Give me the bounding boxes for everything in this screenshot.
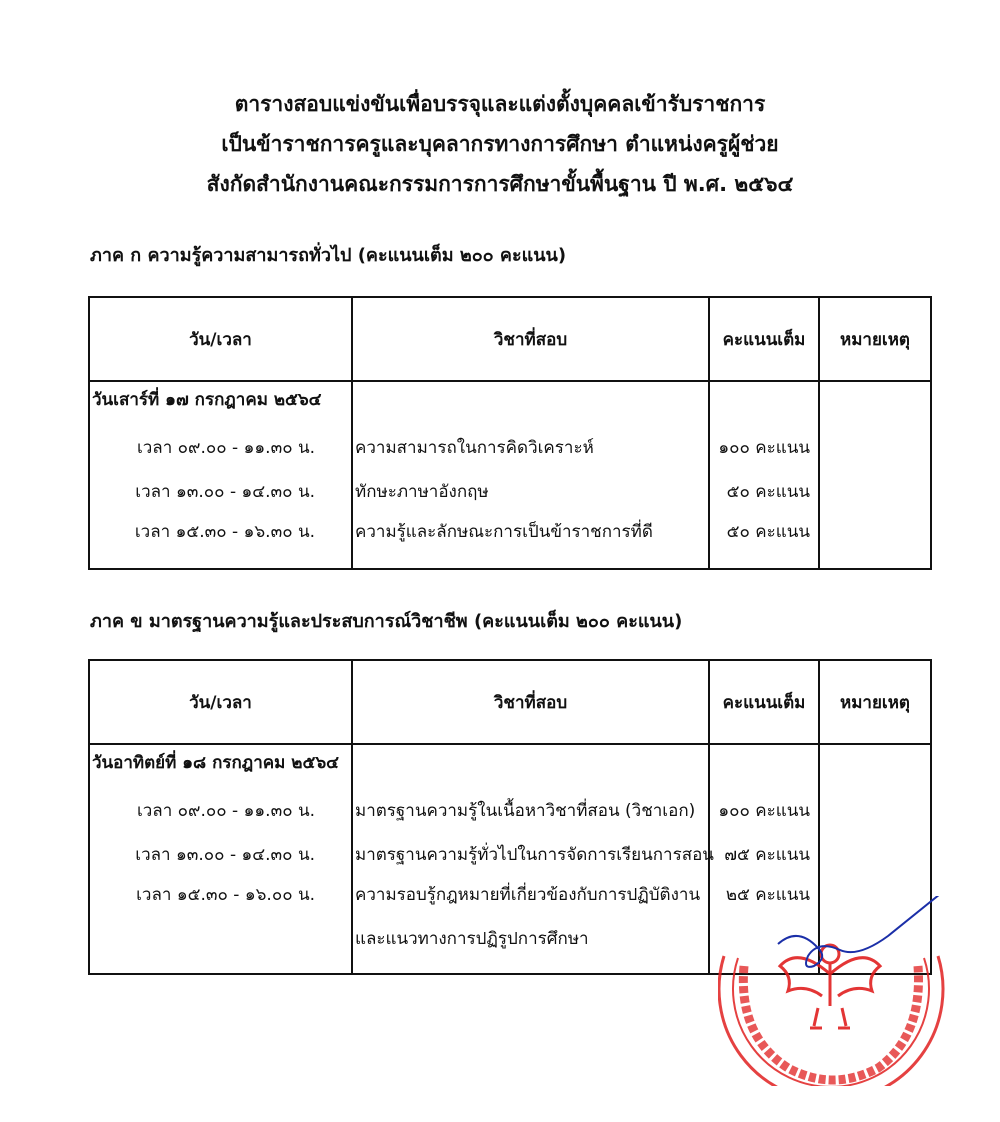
exam-score: ๕๐ คะแนน: [726, 482, 810, 502]
section-a-heading: ภาค ก ความรู้ความสามารถทั่วไป (คะแนนเต็ม ๒๐๐ คะแนน): [90, 245, 567, 266]
exam-time: เวลา ๑๓.๐๐ - ๑๔.๓๐ น.: [135, 482, 315, 502]
header-remark: หมายเหตุ: [819, 297, 931, 381]
exam-day: วันอาทิตย์ที่ ๑๘ กรกฎาคม ๒๕๖๔: [92, 753, 339, 773]
exam-time: เวลา ๑๕.๓๐ - ๑๖.๓๐ น.: [134, 522, 315, 542]
document-title-line-1: ตารางสอบแข่งขันเพื่อบรรจุและแต่งตั้งบุคคลเข้ารับราชการ: [234, 92, 766, 116]
exam-time: เวลา ๑๕.๓๐ - ๑๖.๐๐ น.: [136, 885, 315, 905]
score-cell: [709, 744, 819, 974]
remark-cell: [819, 744, 931, 974]
section-b-table: [88, 659, 932, 975]
header-full-score: คะแนนเต็ม: [709, 660, 819, 744]
subject-cell: [352, 744, 714, 974]
exam-subject: มาตรฐานความรู้ทั่วไปในการจัดการเรียนการสอน: [355, 845, 714, 865]
header-datetime: วัน/เวลา: [89, 297, 352, 381]
exam-score: ๗๕ คะแนน: [724, 845, 810, 865]
header-datetime: วัน/เวลา: [89, 660, 352, 744]
exam-score: ๑๐๐ คะแนน: [718, 438, 810, 458]
exam-subject: ความสามารถในการคิดวิเคราะห์: [355, 438, 594, 458]
datetime-cell: [89, 744, 352, 974]
exam-score: ๒๕ คะแนน: [725, 885, 810, 905]
exam-subject: ความรอบรู้กฎหมายที่เกี่ยวข้องกับการปฏิบัติงาน: [355, 885, 701, 905]
document-title-line-2: เป็นข้าราชการครูและบุคลากรทางการศึกษา ตำแหน่งครูผู้ช่วย: [221, 132, 779, 156]
exam-day: วันเสาร์ที่ ๑๗ กรกฎาคม ๒๕๖๔: [92, 390, 322, 410]
exam-subject: ความรู้และลักษณะการเป็นข้าราชการที่ดี: [355, 522, 653, 542]
subject-cell: [352, 381, 709, 569]
header-full-score: คะแนนเต็ม: [709, 297, 819, 381]
exam-time: เวลา ๑๓.๐๐ - ๑๔.๓๐ น.: [135, 845, 315, 865]
seal-lettering: [743, 966, 918, 1080]
exam-subject: ทักษะภาษาอังกฤษ: [355, 482, 489, 502]
remark-cell: [819, 381, 931, 569]
datetime-cell: [89, 381, 352, 569]
seal-ring-inner: [733, 958, 929, 1086]
section-a-table: [88, 296, 932, 570]
document-title-line-3: สังกัดสำนักงานคณะกรรมการการศึกษาขั้นพื้นฐาน ปี พ.ศ. ๒๕๖๔: [206, 172, 794, 196]
header-remark: หมายเหตุ: [819, 660, 931, 744]
exam-score: ๕๐ คะแนน: [726, 522, 810, 542]
exam-time: เวลา ๐๙.๐๐ - ๑๑.๓๐ น.: [136, 801, 315, 821]
header-subject: วิชาที่สอบ: [352, 297, 709, 381]
exam-subject-continued: และแนวทางการปฏิรูปการศึกษา: [355, 929, 589, 949]
exam-subject: มาตรฐานความรู้ในเนื้อหาวิชาที่สอน (วิชาเอก): [355, 801, 696, 821]
header-subject: วิชาที่สอบ: [352, 660, 709, 744]
seal-ring-outer: [719, 956, 943, 1086]
exam-score: ๑๐๐ คะแนน: [718, 801, 810, 821]
score-cell: [709, 381, 819, 569]
exam-time: เวลา ๐๙.๐๐ - ๑๑.๓๐ น.: [136, 438, 315, 458]
section-b-heading: ภาค ข มาตรฐานความรู้และประสบการณ์วิชาชีพ (คะแนนเต็ม ๒๐๐ คะแนน): [90, 611, 683, 632]
